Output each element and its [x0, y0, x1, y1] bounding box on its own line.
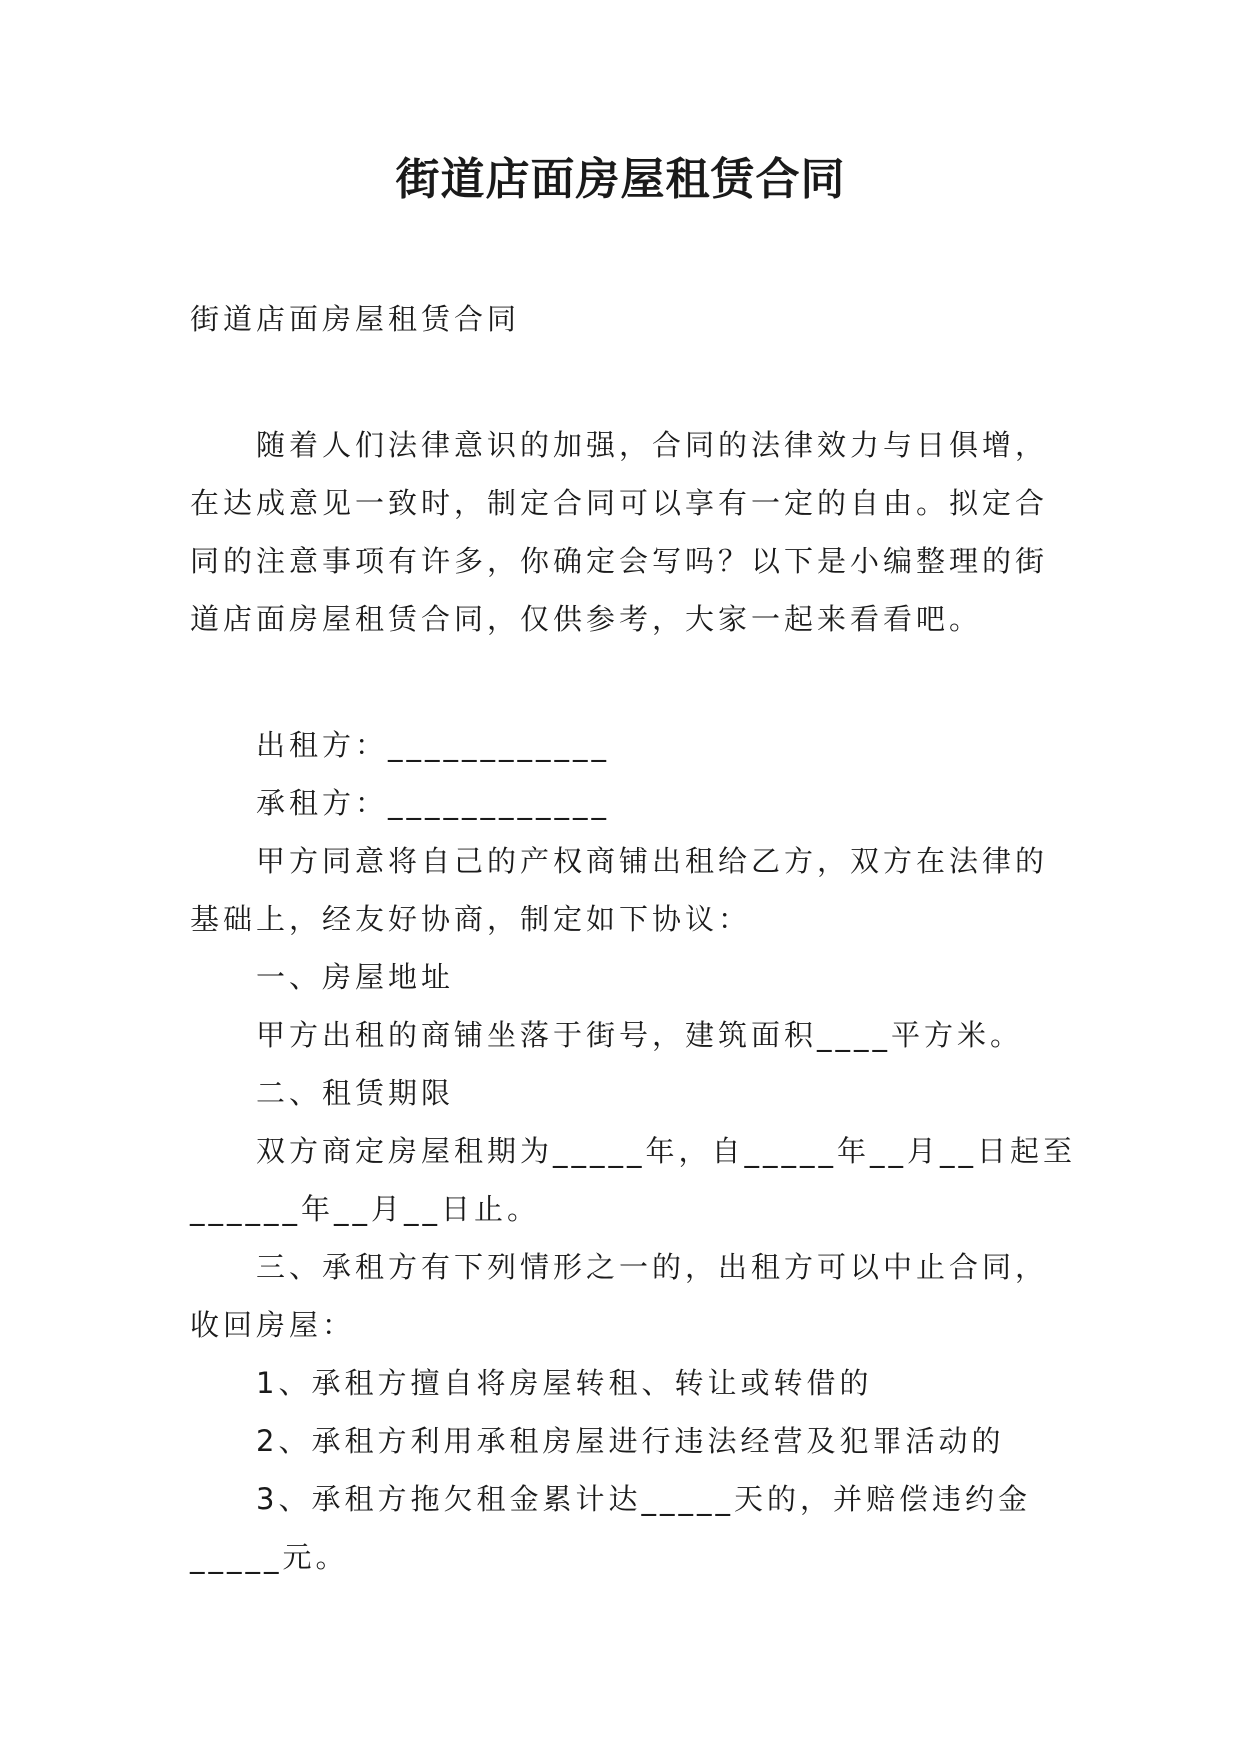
intro-line: 随着人们法律意识的加强，合同的法律效力与日俱增，	[256, 428, 1049, 462]
section-termination-paragraph	[190, 1238, 1070, 1354]
agreement-paragraph	[190, 832, 1070, 948]
paragraph-gap	[190, 648, 1070, 716]
document-body	[190, 290, 1077, 1586]
intro-line: 在达成意见一致时，制定合同可以享有一定的自由。拟定合	[190, 486, 1049, 520]
lessor-line: 出租方：____________	[256, 728, 611, 762]
agreement-line: 甲方同意将自己的产权商铺出租给乙方，双方在法律的	[256, 844, 1049, 878]
intro-line: 道店面房屋租赁合同，仅供参考，大家一起来看看吧。	[190, 602, 983, 636]
intro-paragraph	[190, 416, 1070, 648]
term-line: 双方商定房屋租期为_____年，自_____年__月__日起至	[256, 1134, 1077, 1168]
termination-item-line: _____元。	[190, 1540, 349, 1574]
section-text-address: 甲方出租的商铺坐落于街号，建筑面积____平方米。	[256, 1018, 1024, 1052]
termination-item-line: 3、承租方拖欠租金累计达_____天的，并赔偿违约金	[256, 1482, 1031, 1516]
section-term-paragraph	[190, 1122, 1077, 1238]
termination-line: 收回房屋：	[190, 1308, 356, 1342]
termination-item-3	[190, 1470, 1070, 1586]
document-title: 街道店面房屋租赁合同	[395, 154, 846, 205]
document-subtitle: 街道店面房屋租赁合同	[190, 302, 521, 336]
lessee-line: 承租方：____________	[256, 786, 611, 820]
intro-line: 同的注意事项有许多，你确定会写吗？以下是小编整理的街	[190, 544, 1049, 578]
section-heading-address: 一、房屋地址	[256, 960, 455, 994]
paragraph-gap	[190, 348, 1070, 416]
termination-item: 2、承租方利用承租房屋进行违法经营及犯罪活动的	[256, 1424, 1005, 1458]
term-line: ______年__月__日止。	[190, 1192, 541, 1226]
agreement-line: 基础上，经友好协商，制定如下协议：	[190, 902, 752, 936]
section-heading-term: 二、租赁期限	[256, 1076, 455, 1110]
termination-line: 三、承租方有下列情形之一的，出租方可以中止合同，	[256, 1250, 1049, 1284]
termination-item: 1、承租方擅自将房屋转租、转让或转借的	[256, 1366, 873, 1400]
